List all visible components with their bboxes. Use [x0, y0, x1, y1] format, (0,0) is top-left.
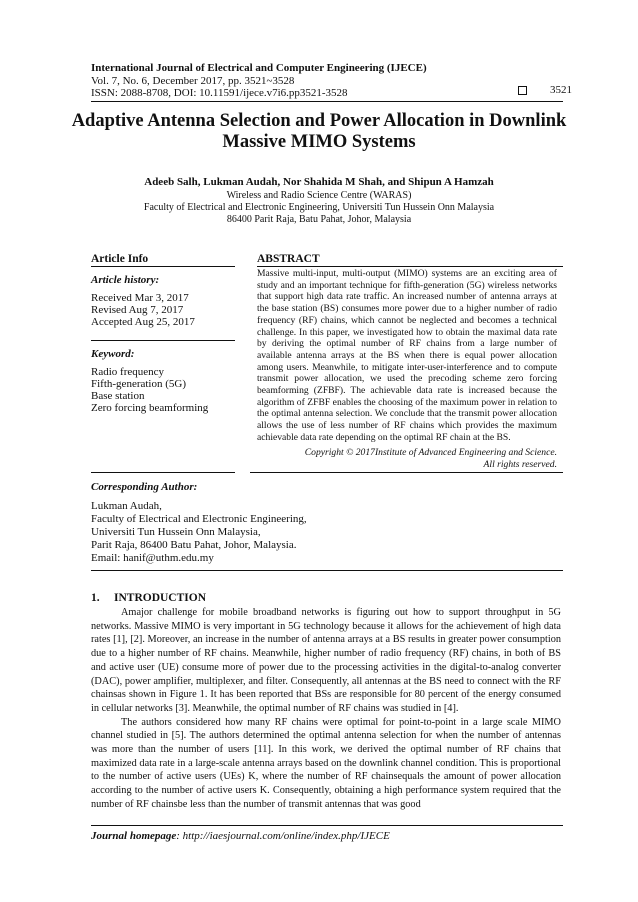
received-date: Received Mar 3, 2017 — [91, 292, 189, 304]
keyword-item: Zero forcing beamforming — [91, 402, 209, 414]
divider — [91, 266, 235, 267]
article-info-heading: Article Info — [91, 253, 149, 265]
divider — [250, 472, 563, 473]
title-line: Massive MIMO Systems — [222, 132, 416, 152]
keyword-item: Base station — [91, 390, 145, 402]
header-rule — [91, 101, 563, 102]
corresponding-email[interactable]: Email: hanif@uthm.edu.my — [91, 552, 214, 564]
keyword-item: Radio frequency — [91, 366, 164, 378]
corresponding-line: Universiti Tun Hussein Onn Malaysia, — [91, 526, 261, 538]
abstract-text: Massive multi-input, multi-output (MIMO) systems are an exciting area of study and an important technique for fifth-generation (5G) wireless networks that support high data rate traffic. An increased number of antenna arrays at the base station (BS) consumes more power due to a higher number of radio frequency (RF) chains, which cannot be neglected and becomes a technical challenge. In this paper, we investigated how to obtain the maximal data rate by deriving the optimal number of RF chains from a large number of available antenna arrays at the BS when there is equal power allocation among users. Meanwhile, to mitigate inter-user-interference and to compute transmit power allocation, we used the precoding scheme zero forcing beamforming (ZFBF). The achievable data rate is increased because the algorithm of ZFBF enables the choosing of the maximum power in relation to the optimal antenna selection. We conclude that the transmit power allocation allows the use of less number of RF chains which provides the maximum achievable data rate depending on the optimal RF chain at the BS. — [257, 268, 557, 443]
author-list: Adeeb Salh, Lukman Audah, Nor Shahida M Shah, and Shipun A Hamzah — [144, 176, 494, 188]
paragraph: Amajor challenge for mobile broadband networks is figuring out how to support throughput in 5G networks. Massive MIMO is very important in 5G technology because it allows for the achievement of high data rates [1], [2]. Moreover, an increase in the number of antenna arrays at a BS results in greater power consumption due to a higher number of RF chains. Meanwhile, higher number of radio frequency (RF) chains, in both of BS and active user (UE) consume more of power due to the processing activities in the digital-to-analog converter (DAC), power amplifier, multiplexer, and filter. Consequently, all antennas at the BS need to connect with the RF chainsas shown in Figure 1. It has been reported that BSs are responsible for 80 percent of the energy consumed in cellular networks [3]. Meanwhile, the optimal number of RF chains was studied in [4]. — [91, 607, 561, 714]
corresponding-line: Lukman Audah, — [91, 500, 162, 512]
page-number: 3521 — [550, 84, 572, 96]
section-heading: 1. INTRODUCTION — [91, 592, 207, 604]
abstract-heading: ABSTRACT — [257, 253, 320, 265]
affiliation-line: Wireless and Radio Science Centre (WARAS) — [226, 190, 412, 201]
divider — [91, 340, 235, 341]
accepted-date: Accepted Aug 25, 2017 — [91, 316, 195, 328]
journal-volume: Vol. 7, No. 6, December 2017, pp. 3521~3528 — [91, 75, 295, 87]
divider — [257, 266, 563, 267]
title-line: Adaptive Antenna Selection and Power Allocation in Downlink — [71, 111, 567, 131]
divider — [91, 570, 563, 571]
keyword-item: Fifth-generation (5G) — [91, 378, 186, 390]
affiliation-line: Faculty of Electrical and Electronic Engineering, Universiti Tun Hussein Onn Malaysia — [143, 202, 495, 213]
revised-date: Revised Aug 7, 2017 — [91, 304, 184, 316]
keyword-label: Keyword: — [91, 348, 135, 360]
journal-issn: ISSN: 2088-8708, DOI: 10.11591/ijece.v7i6.pp3521-3528 — [91, 87, 348, 99]
divider — [91, 472, 235, 473]
homepage-label: Journal homepage — [91, 830, 177, 842]
corresponding-line: Parit Raja, 86400 Batu Pahat, Johor, Malaysia. — [91, 539, 297, 551]
corresponding-author-label: Corresponding Author: — [91, 481, 198, 493]
paragraph: The authors considered how many RF chains were optimal for point-to-point in a large scale MIMO channel studied in [5]. The authors determined the optimal antenna selection for when the number of antennas was more than the number of users [11]. In this work, we derived the optimal number of RF chains that maximized data rate in a large-scale antenna arrays based on the downlink channel condition. This is proportional to the number of active users (UEs) K, where the number of RF chainsequals the amount of power allocation according to the number of active users K. Consequently, obtaining a high performance system required that the number of RF chainsbe less than the number of transmit antennas that was good — [91, 716, 561, 810]
rights-notice: All rights reserved. — [483, 459, 557, 470]
journal-homepage[interactable] — [91, 830, 390, 842]
homepage-url[interactable]: : http://iaesjournal.com/online/index.php/IJECE — [176, 830, 390, 842]
footer-rule — [91, 825, 563, 826]
corresponding-line: Faculty of Electrical and Electronic Engineering, — [91, 513, 307, 525]
page-box-icon — [518, 86, 527, 95]
copyright-notice: Copyright © 2017Institute of Advanced Engineering and Science. — [304, 447, 557, 458]
affiliation-line: 86400 Parit Raja, Batu Pahat, Johor, Malaysia — [226, 214, 412, 225]
paper-title — [60, 111, 578, 153]
journal-name: International Journal of Electrical and Computer Engineering (IJECE) — [91, 62, 427, 74]
introduction-body — [91, 606, 561, 812]
article-history-label: Article history: — [91, 274, 160, 286]
